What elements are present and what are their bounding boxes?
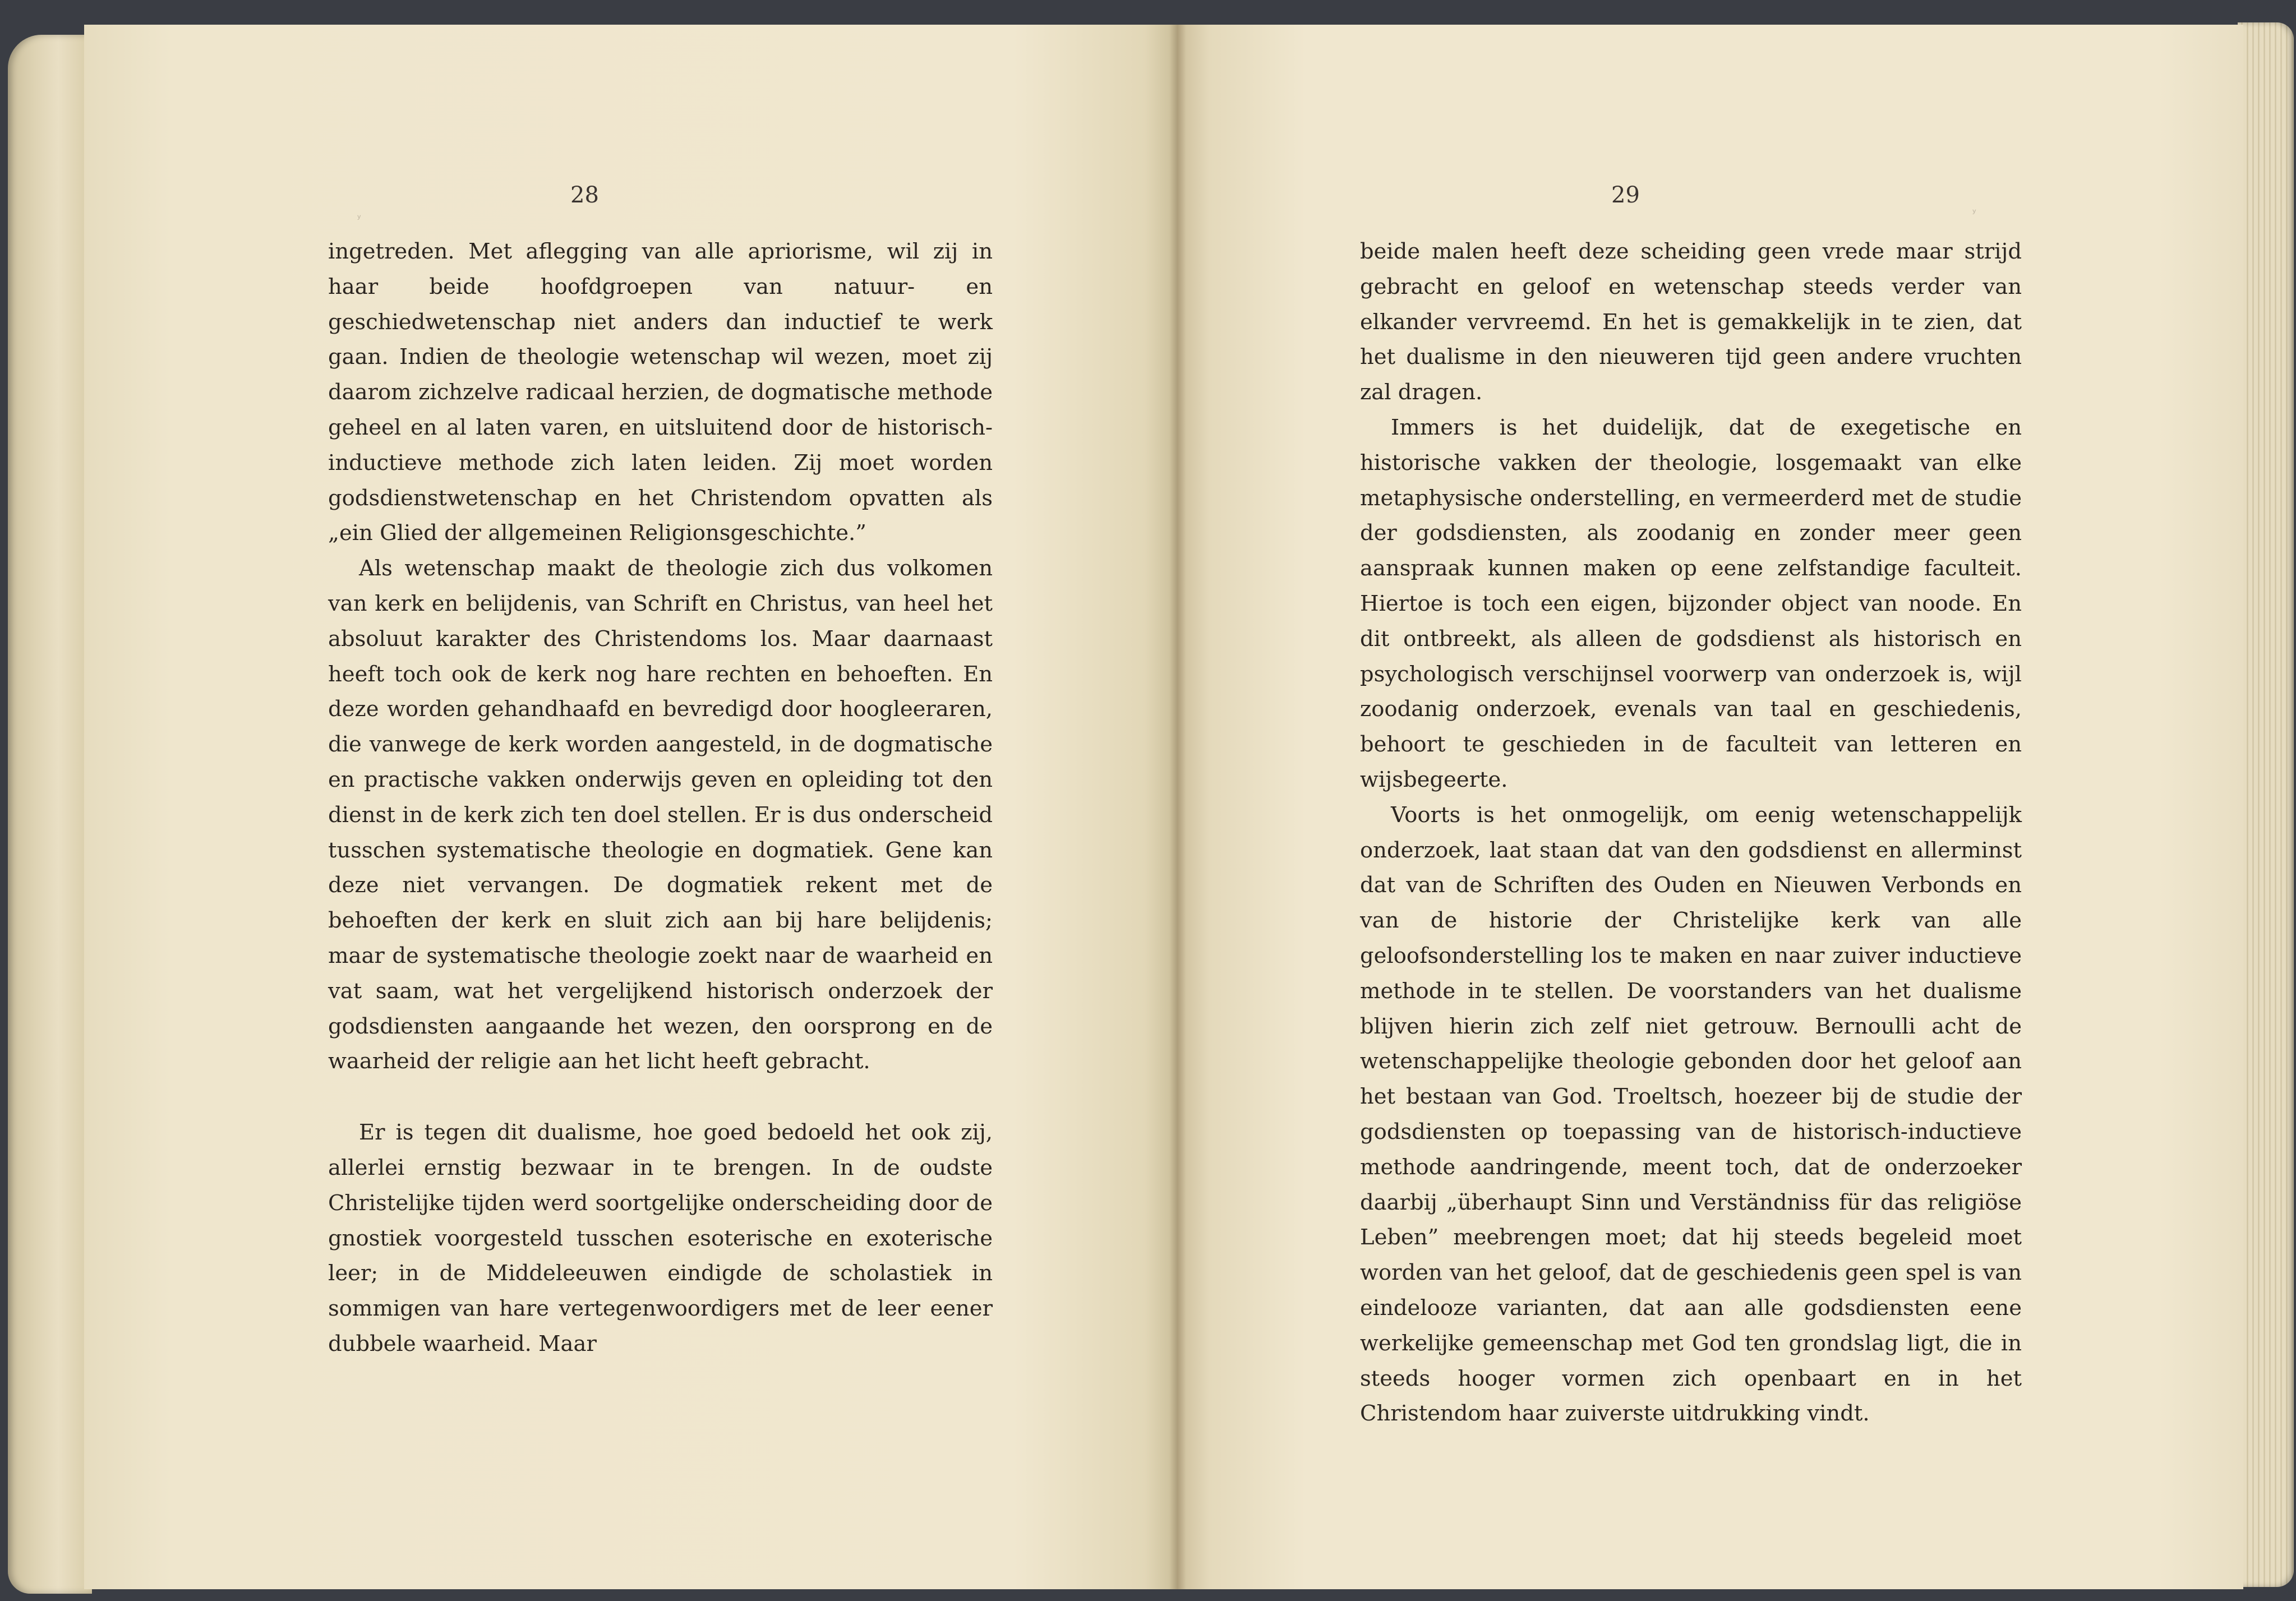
page-number-left: 28	[570, 182, 599, 208]
paragraph: Er is tegen dit dualisme, hoe goed bedoeld het ook zij, allerlei ernstig bezwaar in te brengen. In de oudste Christelijke tijden werd soortgelijke onderscheiding door de gnostiek voorgesteld tusschen esoterische en exoterische leer; in de Middeleeuwen eindigde de scholastiek in sommigen van hare vertegenwoordigers met de leer eener dubbele waarheid. Maar	[328, 1120, 993, 1357]
left-page-text	[328, 234, 993, 1362]
right-page-text	[1360, 234, 2022, 1432]
left-page-edges	[8, 35, 92, 1594]
paragraph: beide malen heeft deze scheiding geen vrede maar strijd gebracht en geloof en wetenschap steeds verder van elkander vervreemd. En het is gemakkelijk in te zien, dat het dualisme in den nieuweren tijd geen andere vruchten zal dragen.	[1360, 239, 2022, 405]
paragraph: Voorts is het onmogelijk, om eenig wetenschappelijk onderzoek, laat staan dat van den godsdienst en allerminst dat van de Schriften des Ouden en Nieuwen Verbonds en van de historie der Christelijke kerk van alle geloofsonderstelling los te maken en naar zuiver inductieve methode in te stellen. De voorstanders van het dualisme blijven hierin zich zelf niet getrouw. Bernoulli acht de wetenschappelijke theologie gebonden door het geloof aan het bestaan van God. Troeltsch, hoezeer bij de studie der godsdiensten op toepassing van de historisch-inductieve methode aandringende, meent toch, dat de onderzoeker daarbij „überhaupt Sinn und Verständniss für das religiöse Leben” meebrengen moet; dat hij steeds begeleid moet worden van het geloof, dat de geschiedenis geen spel is van eindelooze varianten, dat aan alle godsdiensten eene werkelijke gemeenschap met God ten grondslag ligt, die in steeds hooger vormen zich openbaart en in het Christendom haar zuiverste uitdrukking vindt.	[1360, 802, 2022, 1427]
paragraph: Immers is het duidelijk, dat de exegetische en historische vakken der theologie, losgemaakt van elke metaphysische onderstelling, en vermeerderd met de studie der godsdiensten, als zoodanig en zonder meer geen aanspraak kunnen maken op eene zelfstandige faculteit. Hiertoe is toch een eigen, bijzonder object van noode. En dit ontbreekt, als alleen de godsdienst als historisch en psychologisch verschijnsel voorwerp van onderzoek is, wijl zoodanig onderzoek, evenals van taal en geschiedenis, behoort te geschieden in de faculteit van letteren en wijsbegeerte.	[1360, 414, 2022, 792]
page-number-right: 29	[1611, 182, 1640, 208]
paragraph: ingetreden. Met aflegging van alle apriorisme, wil zij in haar beide hoofdgroepen van natuur- en geschiedwetenschap niet anders dan inductief te werk gaan. Indien de theologie wetenschap wil wezen, moet zij daarom zichzelve radicaal herzien, de dogmatische methode geheel en al laten varen, en uitsluitend door de historisch-inductieve methode zich laten leiden. Zij moet worden godsdienstwetenschap en het Christendom opvatten als „ein Glied der allgemeinen Religionsgeschichte.”	[328, 239, 993, 546]
right-page-edges	[2238, 22, 2294, 1587]
book-gutter	[1169, 25, 1186, 1589]
paragraph: Als wetenschap maakt de theologie zich dus volkomen van kerk en belijdenis, van Schrift en Christus, van heel het absoluut karakter des Christendoms los. Maar daarnaast heeft toch ook de kerk nog hare rechten en behoeften. En deze worden gehandhaafd en bevredigd door hoogleeraren, die vanwege de kerk worden aangesteld, in de dogmatische en practische vakken onderwijs geven en opleiding tot den dienst in de kerk zich ten doel stellen. Er is dus onderscheid tusschen systematische theologie en dogmatiek. Gene kan deze niet vervangen. De dogmatiek rekent met de behoeften der kerk en sluit zich aan bij hare belijdenis; maar de systematische theologie zoekt naar de waarheid en vat saam, wat het vergelijkend historisch onderzoek der godsdiensten aangaande het wezen, den oorsprong en de waarheid der religie aan het licht heeft gebracht.	[328, 556, 993, 1074]
